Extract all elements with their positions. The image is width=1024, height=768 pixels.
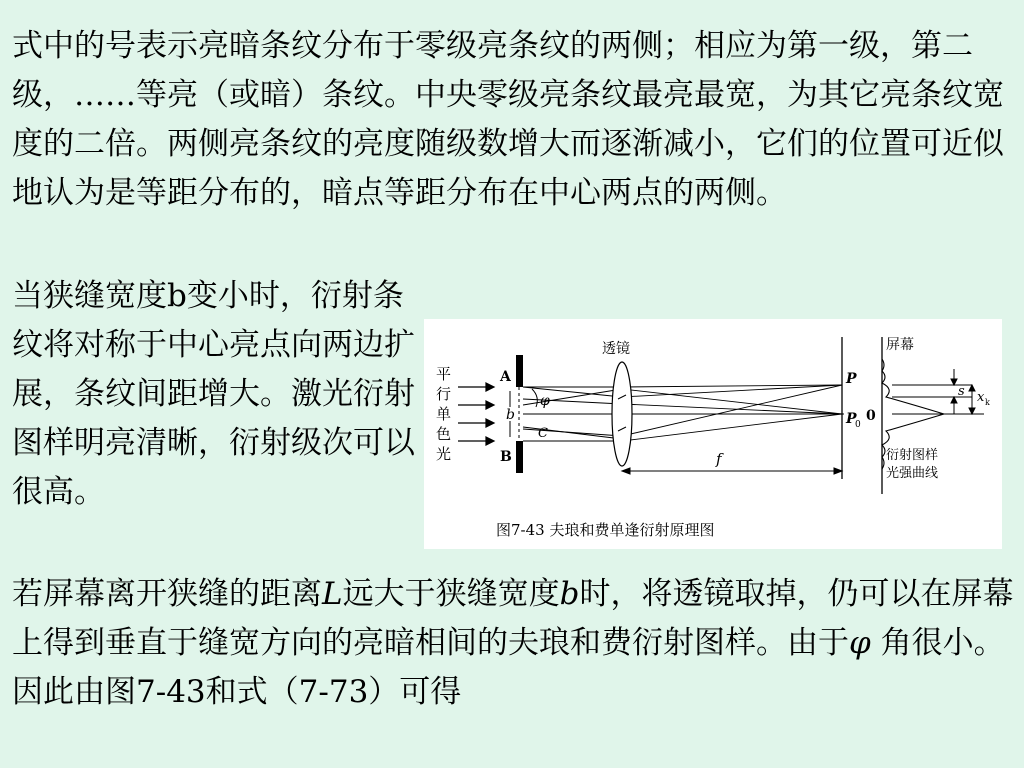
narrow-slit-paragraph: 当狭缝宽度b变小时，衍射条纹将对称于中心亮点向两边扩展，条纹间距增大。激光衍射图样明亮清晰，衍射级次可以很高。 [12, 278, 415, 510]
incident-arrows [458, 383, 494, 445]
diffraction-figure [424, 319, 1002, 549]
spacing-label: s [958, 384, 965, 399]
light-char-1: 平 [436, 365, 452, 383]
lens-label: 透镜 [602, 341, 630, 357]
diffracted-rays [523, 385, 842, 441]
slit-width-label: b [506, 407, 515, 423]
point-b-label: B [500, 449, 512, 465]
point-a-label: A [500, 369, 511, 385]
far-field-text-1: 若屏幕离开狭缝的距离 [12, 576, 322, 612]
zero-label: 0 [866, 408, 876, 424]
far-field-text-3: 时，将透镜取掉，仍可以在屏幕上得到垂直于缝宽方向的亮暗相间的夫琅和费衍射图样。由于 [12, 576, 1014, 661]
screen-label: 屏幕 [886, 337, 914, 353]
far-field-text-4: 角很小。因此由图7-43和式（7-73）可得 [12, 625, 1005, 710]
position-label: x [977, 390, 985, 405]
figure-caption: 图7-43 夫琅和费单逢衍射原理图 [496, 521, 715, 539]
light-char-4: 色 [436, 425, 452, 443]
focal-label: f [716, 450, 722, 468]
point-p0-subscript: 0 [855, 420, 861, 430]
slit-width-variable: b [559, 576, 580, 612]
angle-variable: φ [849, 625, 871, 661]
point-p-label: P [846, 371, 857, 387]
point-c-label: C [538, 426, 548, 441]
diffraction-diagram [424, 319, 1002, 549]
focal-dimension [622, 468, 842, 474]
intro-paragraph: 式中的号表示亮暗条纹分布于零级亮条纹的两侧；相应为第一级，第二级，……等亮（或暗）条纹。中央零级亮条纹最亮最宽，为其它亮条纹宽度的二倍。两侧亮条纹的亮度随级数增大而逐渐减小，它们的位置可近似地认为是等距分布的，暗点等距分布在中心两点的两侧。 [12, 28, 1004, 211]
curve-label-line1: 衍射图样 [886, 448, 939, 463]
light-char-5: 光 [436, 445, 452, 463]
curve-label-line2: 光强曲线 [886, 466, 939, 481]
angle-label: φ [540, 393, 550, 409]
position-subscript: k [985, 398, 990, 407]
parallel-light-label [436, 365, 451, 463]
lens [612, 362, 632, 466]
far-field-text-2: 远大于狭缝宽度 [342, 576, 560, 612]
position-dimensions [892, 369, 984, 414]
far-field-paragraph [12, 570, 1022, 717]
slit [516, 355, 523, 473]
light-char-3: 单 [436, 405, 452, 423]
light-char-2: 行 [436, 385, 452, 403]
point-p0-label: P [846, 411, 857, 427]
distance-variable: L [322, 576, 343, 612]
